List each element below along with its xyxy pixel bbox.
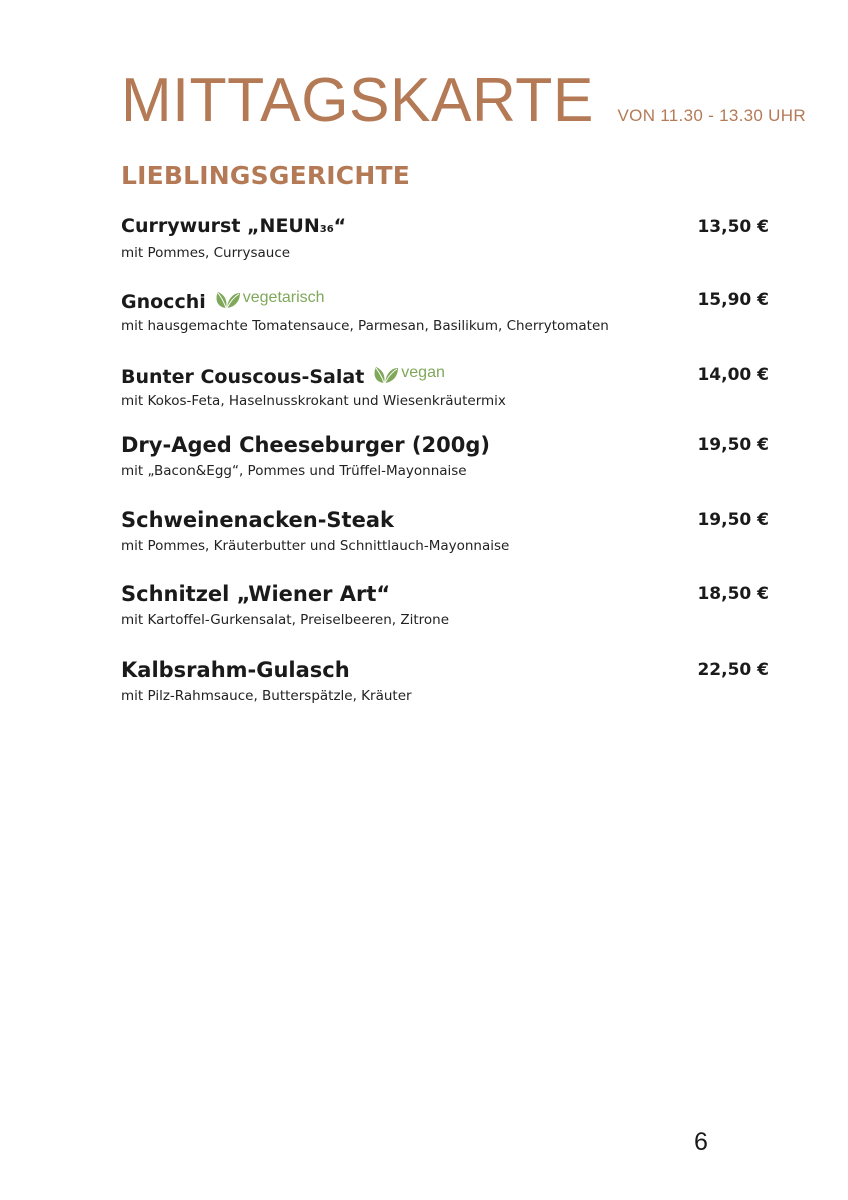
item-description: mit hausgemachte Tomatensauce, Parmesan, Basilikum, Cherrytomaten [121, 318, 609, 334]
item-description: mit Kartoffel-Gurkensalat, Preiselbeeren, Zitrone [121, 612, 450, 628]
menu-item-schweinenacken-steak [121, 508, 769, 554]
item-price: 19,50 € [697, 435, 769, 455]
diet-label: vegetarisch [242, 289, 325, 306]
item-name: Gnocchi vegetarisch [121, 289, 325, 313]
leaf-icon [372, 365, 399, 385]
page-number: 6 [694, 1128, 708, 1156]
item-price: 15,90 € [697, 290, 769, 310]
menu-item-kalbsrahm-gulasch [121, 658, 769, 704]
diet-badge-vegan [372, 363, 445, 383]
item-price: 18,50 € [697, 584, 769, 604]
item-name: Schnitzel „Wiener Art“ [121, 582, 391, 606]
item-description: mit Pommes, Currysauce [121, 245, 291, 261]
item-name: Schweinenacken-Steak [121, 508, 394, 532]
diet-badge-vegetarian [214, 288, 325, 308]
menu-item-couscous-salat [121, 363, 769, 409]
item-name: Currywurst „NEUN 36 “ [121, 215, 347, 237]
menu-item-schnitzel [121, 582, 769, 628]
menu-item-currywurst [121, 215, 769, 261]
leaf-icon [214, 290, 241, 310]
item-name: Bunter Couscous-Salat vegan [121, 364, 445, 388]
page-title: MITTAGSKARTE [121, 66, 594, 135]
item-price: 13,50 € [697, 217, 769, 237]
item-description: mit „Bacon&Egg“, Pommes und Trüffel-Mayonnaise [121, 463, 467, 479]
menu-item-cheeseburger [121, 433, 769, 479]
item-name: Dry-Aged Cheeseburger (200g) [121, 433, 490, 457]
diet-label: vegan [401, 364, 445, 381]
section-title: LIEBLINGSGERICHTE [121, 161, 410, 190]
item-name: Kalbsrahm-Gulasch [121, 658, 350, 682]
item-description: mit Kokos-Feta, Haselnusskrokant und Wiesenkräutermix [121, 393, 506, 409]
menu-item-gnocchi [121, 288, 769, 334]
item-price: 14,00 € [697, 365, 769, 385]
item-price: 19,50 € [697, 510, 769, 530]
menu-header [121, 66, 806, 135]
item-description: mit Pilz-Rahmsauce, Butterspätzle, Kräuter [121, 688, 412, 704]
serving-hours: VON 11.30 - 13.30 UHR [617, 106, 806, 125]
item-price: 22,50 € [697, 660, 769, 680]
item-name-superscript: 36 [319, 224, 334, 235]
item-description: mit Pommes, Kräuterbutter und Schnittlauch-Mayonnaise [121, 538, 510, 554]
